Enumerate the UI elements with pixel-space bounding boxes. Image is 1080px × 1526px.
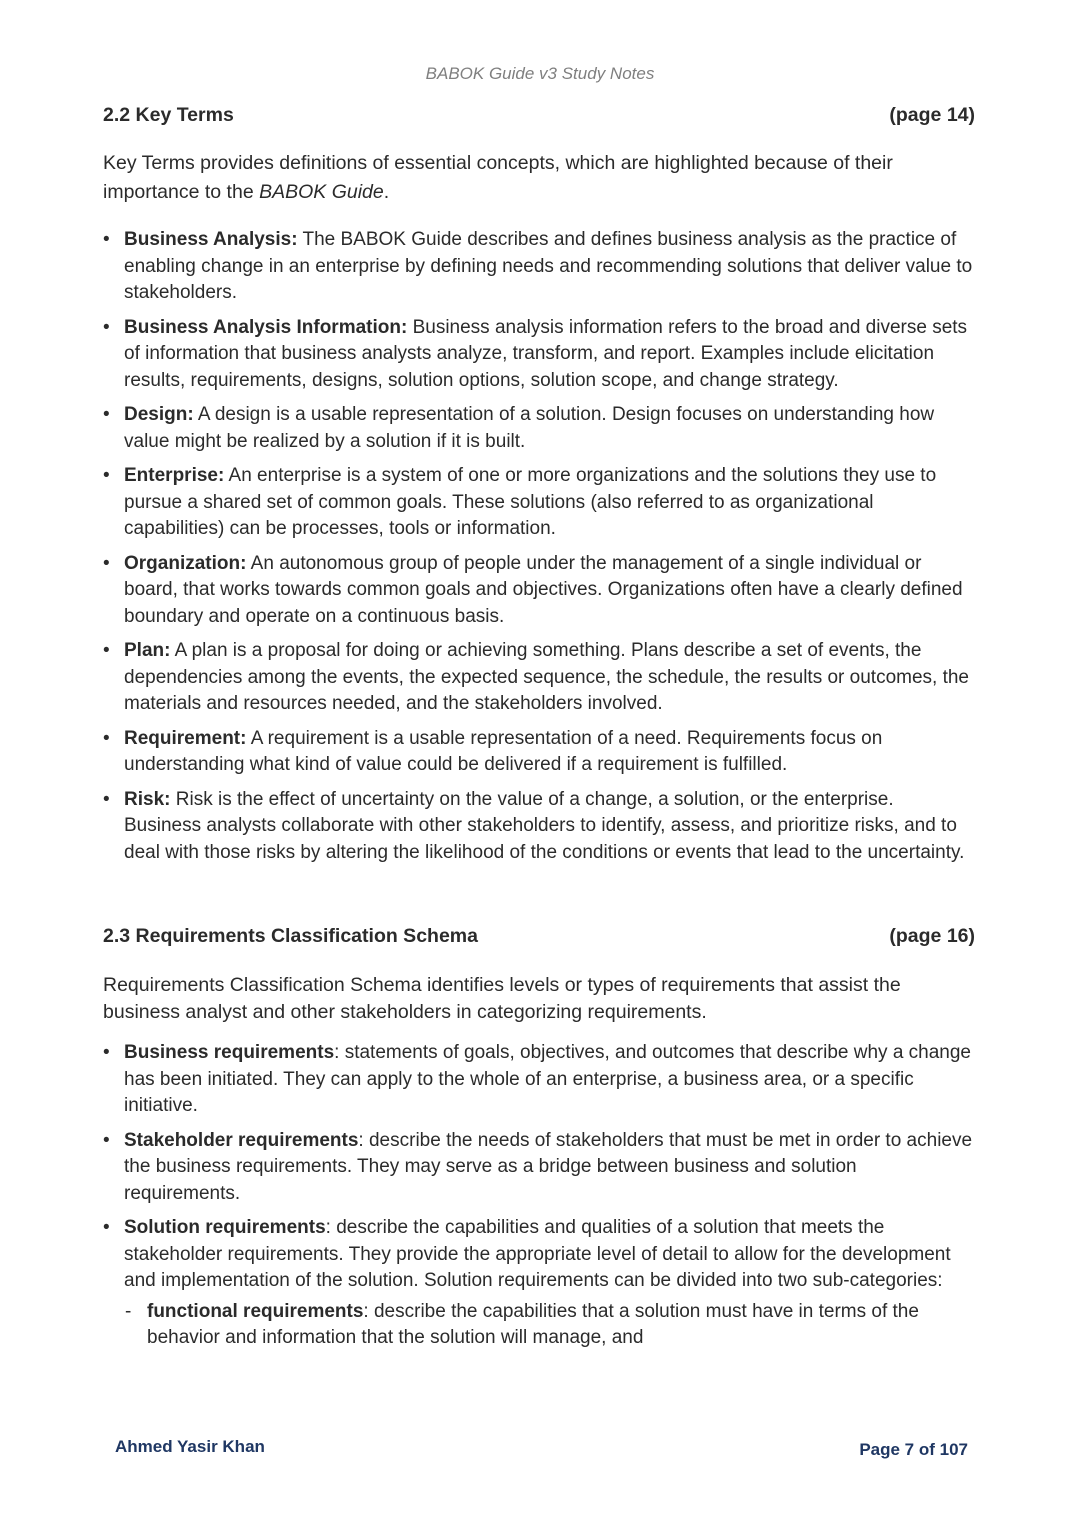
- list-item: • Solution requirements: describe the capabilities and qualities of a solution that meets the stakeholder requirements. They provide the appropriate level of detail to allow for the development and implementation of the solution. Solution requirements can be divided into two sub-categories:: [103, 1217, 951, 1291]
- list-item: • Organization: An autonomous group of people under the management of a single individual or board, that works towards common goals and objectives. Organizations often have a clearly defined boundary and operate on a continuous basis.: [103, 552, 963, 627]
- section-title: 2.2 Key Terms: [103, 104, 234, 126]
- section-page-ref: (page 14): [889, 104, 975, 126]
- footer-author: Ahmed Yasir Khan: [115, 1437, 265, 1456]
- list-item: • Risk: Risk is the effect of uncertainty on the value of a change, a solution, or the enterprise. Business analysts collaborate with other stakeholders to identify, assess, and prioritize risks, and to deal with those risks by altering the likelihood of the conditions or events that lead to the uncertainty.: [103, 788, 965, 863]
- bullet-icon: •: [103, 316, 110, 338]
- requirements-list: [103, 1040, 975, 1295]
- list-item: • Business Analysis Information: Business analysis information refers to the broad and diverse sets of information that business analysts analyze, transform, and report. Examples include elicitation results, requirements, designs, solution options, solution scope, and change strategy.: [103, 316, 968, 391]
- bullet-icon: •: [103, 727, 110, 749]
- section-heading: [103, 104, 975, 127]
- key-terms-list: [103, 227, 975, 866]
- bullet-icon: •: [103, 1042, 110, 1063]
- list-item: • Business Analysis: The BABOK Guide describes and defines business analysis as the practice of enabling change in an enterprise by defining needs and recommending solutions that deliver value to stakeholders.: [103, 229, 973, 303]
- bullet-icon: •: [103, 640, 110, 661]
- list-item: • Stakeholder requirements: describe the needs of stakeholders that must be met in order to achieve the business requirements. They may serve as a bridge between business and solution requirements.: [103, 1129, 973, 1204]
- list-item: • Business requirements: statements of goals, objectives, and outcomes that describe why a change has been initiated. They can apply to the whole of an enterprise, a business area, or a specific initiative.: [103, 1042, 972, 1116]
- section-intro: Key Terms provides definitions of essential concepts, which are highlighted because of their importance to the BABOK Guide.: [103, 152, 893, 203]
- footer-page-number: Page 7 of 107: [859, 1440, 968, 1459]
- bullet-icon: •: [103, 465, 110, 486]
- sub-list-item: - functional requirements: describe the capabilities that a solution must have in terms of the behavior and information that the solution will manage, and: [125, 1300, 919, 1348]
- dash-icon: -: [125, 1300, 132, 1322]
- bullet-icon: •: [103, 552, 110, 574]
- bullet-icon: •: [103, 788, 110, 810]
- list-item: • Enterprise: An enterprise is a system of one or more organizations and the solutions they use to pursue a shared set of common goals. These solutions (also referred to as organizational capabilities) can be processes, tools or information.: [103, 465, 937, 539]
- list-item: • Requirement: A requirement is a usable representation of a need. Requirements focus on understanding what kind of value could be delivered if a requirement is fulfilled.: [103, 727, 883, 775]
- bullet-icon: •: [103, 404, 110, 425]
- bullet-icon: •: [103, 229, 110, 250]
- section-title: 2.3 Requirements Classification Schema: [103, 925, 478, 947]
- bullet-icon: •: [103, 1129, 110, 1151]
- bullet-icon: •: [103, 1217, 110, 1238]
- solution-subcategories-list: [103, 1299, 975, 1352]
- list-item: • Design: A design is a usable representation of a solution. Design focuses on understanding how value might be realized by a solution if it is built.: [103, 404, 935, 452]
- section-requirements-classification: [103, 925, 975, 1352]
- section-key-terms: [103, 104, 975, 874]
- running-header: BABOK Guide v3 Study Notes: [425, 64, 655, 83]
- section-heading: [103, 925, 975, 948]
- section-intro: Requirements Classification Schema identifies levels or types of requirements that assist the business analyst and other stakeholders in categorizing requirements.: [103, 974, 901, 1023]
- section-page-ref: (page 16): [889, 925, 975, 947]
- list-item: • Plan: A plan is a proposal for doing or achieving something. Plans describe a set of events, the dependencies among the events, the expected sequence, the schedule, the results or outcomes, the materials and resources needed, and the stakeholders involved.: [103, 640, 969, 714]
